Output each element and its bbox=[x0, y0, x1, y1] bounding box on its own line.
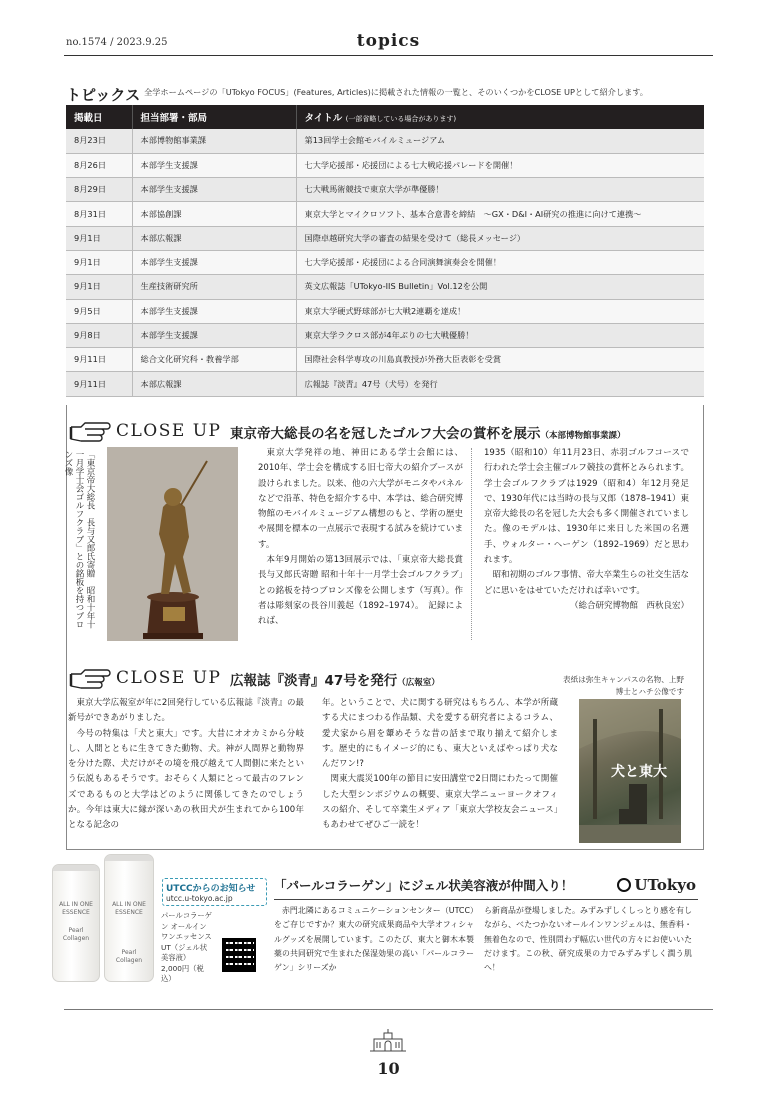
closeup2-col2: 年。ということで、犬に関する研究はもちろん、本学が所蔵する犬にまつわる作品類、犬を愛する研究者によるコラム、愛犬家から眉を顰めそうな昔の話まで取り揃えて紹介します。歴史的にもイメージ的にも、東大といえばやっぱり犬なんだワン!? 関東大震災100年の節目に安田講堂で2日間にわたって開催した大型シンポジウムの概要、東京大学ニューヨークオフィスの紹介、そして卒業生メディア「東京大学校友会ニュース」もあわせてぜひご一読を！ bbox=[322, 698, 558, 831]
cell-dept: 本部学生支援課 bbox=[132, 250, 296, 274]
table-row[interactable] bbox=[66, 129, 704, 153]
table-row[interactable] bbox=[66, 348, 704, 372]
table-header-row bbox=[66, 105, 704, 129]
cell-title: 第13回学士会館モバイルミュージアム bbox=[296, 129, 704, 153]
ad-col1: 赤門北隣にあるコミュニケーションセンター（UTCC）をご存じですか？東大の研究成果商品や大学オフィシャルグッズを展開しています。このたび、東大と御木本製薬の共同研究で生まれた保湿効果の高い「パールコラーゲン」シリーズか bbox=[274, 906, 474, 973]
utcc-notice-badge[interactable]: UTCCからのお知らせ utcc.u-tokyo.ac.jp bbox=[162, 878, 267, 906]
ad-col2: ら新商品が登場しました。みずみずしくしっとり感を有しながら、べたつかないオールインワンジェルは、無香料・無着色なので、性別問わず幅広い世代の方々にお使いいただけます。この秋、研究成果の力でみずみずしく潤う肌へ！ bbox=[484, 906, 692, 973]
cell-dept: 本部学生支援課 bbox=[132, 178, 296, 202]
closeup1-col2: 1935（昭和10）年11月23日、赤羽ゴルフコースで行われた学士会主催ゴルフ競技の賞杯とみられます。学士会ゴルフクラブは1929（昭和4）年12月発足で、1930年代には当時の長与又郎（1878–1941）東京帝大総長の名を冠した大会も多く開催されていました。像のモデルは、1930年に来日した米国の名選手、ウォルター・ヘーゲン（1892–1969）だと思われます。 昭和初期のゴルフ事情、帝大卒業生らの社交生活などに思いをはせていただければ幸いです。 （総合研究博物館 西秋良宏） bbox=[484, 446, 689, 614]
cell-title: 七大戦馬術競技で東京大学が準優勝！ bbox=[296, 178, 704, 202]
table-row[interactable] bbox=[66, 178, 704, 202]
topics-description: 全学ホームページの「UTokyo FOCUS」(Features, Articles)に掲載された情報の一覧と、そのいくつかをCLOSE UPとして紹介します。 bbox=[144, 87, 648, 97]
cell-dept: 本部協創課 bbox=[132, 202, 296, 226]
cell-dept: 生産技術研究所 bbox=[132, 275, 296, 299]
product-description: パールコラーゲン オールインワンエッセンスUT（ジェル状美容液） 2,000円（税込） bbox=[161, 911, 212, 983]
cell-date: 9月1日 bbox=[66, 226, 132, 250]
cell-dept: 本部博物館事業課 bbox=[132, 129, 296, 153]
closeup-dept-2: （広報室） bbox=[397, 678, 440, 688]
table-row[interactable] bbox=[66, 250, 704, 274]
magazine-caption: 表紙は弥生キャンパスの名物、上野博士とハチ公像です bbox=[563, 675, 684, 696]
cell-date: 9月8日 bbox=[66, 323, 132, 347]
cell-date: 8月31日 bbox=[66, 202, 132, 226]
closeup1-col1: 東京大学発祥の地、神田にある学士会館には、2010年、学士会を構成する旧七帝大の紹介ブースが設けられました。以来、他の六大学がモニタやパネルなどで沿革、特色を紹介する中、本学は、総合研究博物館のモバイルミュージアム構想のもと、学術の歴史や展開を標本の一点展示で表現する試みを続けています。 本年9月開始の第13回展示では、「東京帝大総長賞 長与又郎氏寄贈 昭和十年十一月学士会ゴルフクラブ」との銘板を持つブロンズ像を公開します（写真）。作者は彫刻家の長谷川義起（1892–1974）。 記録によれば、 bbox=[258, 448, 463, 627]
utcc-advertisement bbox=[59, 854, 704, 986]
product-tube-1: ALL IN ONE ESSENCE Pearl Collagen bbox=[52, 864, 100, 982]
table-row[interactable] bbox=[66, 275, 704, 299]
yasuda-auditorium-icon bbox=[368, 1027, 408, 1053]
column-header-dept: 担当部署・部局 bbox=[132, 105, 296, 129]
cell-date: 8月23日 bbox=[66, 129, 132, 153]
trophy-caption: 「東京帝大総長 長与又郎氏寄贈 昭和十年十一月学士会ゴルフクラブ」との銘板を持つブロンズ像 bbox=[63, 450, 95, 629]
issue-number: no.1574 / 2023.9.25 bbox=[66, 37, 168, 48]
closeup-dept-1: （本部博物館事業課） bbox=[540, 431, 626, 441]
cell-title: 国際社会科学専攻の川島真教授が外務大臣表彰を受賞 bbox=[296, 348, 704, 372]
column-header-date: 掲載日 bbox=[66, 105, 132, 129]
title-note: (一部省略している場合があります) bbox=[345, 115, 457, 123]
closeup-title-1: 東京帝大総長の名を冠したゴルフ大会の賞杯を展示（本部博物館事業課） bbox=[230, 426, 626, 442]
pointing-hand-icon bbox=[69, 420, 111, 442]
cell-date: 8月29日 bbox=[66, 178, 132, 202]
cell-title: 東京大学ラクロス部が4年ぶりの七大戦優勝！ bbox=[296, 323, 704, 347]
cell-date: 9月5日 bbox=[66, 299, 132, 323]
header-rule bbox=[64, 55, 713, 56]
cell-title: 東京大学硬式野球部が七大戦2連覇を達成！ bbox=[296, 299, 704, 323]
cell-dept: 総合文化研究科・教養学部 bbox=[132, 348, 296, 372]
cell-dept: 本部広報課 bbox=[132, 226, 296, 250]
cell-dept: 本部広報課 bbox=[132, 372, 296, 396]
column-header-title: タイトル (一部省略している場合があります) bbox=[296, 105, 704, 129]
page-number: 10 bbox=[377, 1059, 400, 1078]
closeup-label-1: CLOSE UP bbox=[116, 421, 222, 441]
utcc-url: utcc.u-tokyo.ac.jp bbox=[166, 894, 233, 903]
table-row[interactable] bbox=[66, 299, 704, 323]
closeup2-col1: 東京大学広報室が年に2回発行している広報誌『淡青』の最新号ができあがりました。 今号の特集は「犬と東大」です。大昔にオオカミから分岐し、人間とともに生きてきた動物、犬。神が人間界と動物界を分けた際、犬だけがその境を飛び越えて人間側に来たという伝説もあるそうです。おそらく人類にとって最古のフレンズであるものと大学はどのように関係してきたのでしょうか。今年は東大に縁が深いあの秋田犬が生まれてから100年となる記念の bbox=[68, 698, 304, 831]
cell-date: 9月11日 bbox=[66, 348, 132, 372]
utokyo-logo: UTokyo bbox=[617, 876, 696, 894]
ad-title: 「パールコラーゲン」にジェル状美容液が仲間入り！ bbox=[274, 878, 574, 893]
magazine-title: 犬と東大 bbox=[611, 764, 667, 780]
cell-title: 東京大学とマイクロソフト、基本合意書を締結 ～GX・D&I・AI研究の推進に向けて連携～ bbox=[296, 202, 704, 226]
table-row[interactable] bbox=[66, 323, 704, 347]
footer-rule bbox=[64, 1009, 713, 1010]
closeup-label-2: CLOSE UP bbox=[116, 668, 222, 688]
ad-rule bbox=[274, 899, 698, 900]
table-row[interactable] bbox=[66, 153, 704, 177]
cell-dept: 本部学生支援課 bbox=[132, 299, 296, 323]
qr-code[interactable] bbox=[222, 938, 256, 972]
topics-table bbox=[66, 105, 704, 397]
cell-title: 英文広報誌「UTokyo-IIS Bulletin」Vol.12を公開 bbox=[296, 275, 704, 299]
cell-title: 七大学応援部・応援団による合同演舞演奏会を開催！ bbox=[296, 250, 704, 274]
table-row[interactable] bbox=[66, 372, 704, 396]
pointing-hand-icon bbox=[69, 667, 111, 689]
table-row[interactable] bbox=[66, 202, 704, 226]
cell-title: 国際卓越研究大学の審査の結果を受けて（総長メッセージ） bbox=[296, 226, 704, 250]
cell-date: 9月1日 bbox=[66, 250, 132, 274]
closeup1-author: （総合研究博物館 西秋良宏） bbox=[569, 600, 689, 611]
product-price: 2,000円（税込） bbox=[161, 963, 204, 983]
cell-title: 広報誌『淡青』47号（犬号）を発行 bbox=[296, 372, 704, 396]
trophy-photo bbox=[107, 447, 238, 641]
product-tube-2: ALL IN ONE ESSENCE Pearl Collagen bbox=[104, 854, 154, 982]
magazine-cover bbox=[579, 699, 681, 843]
cell-date: 8月26日 bbox=[66, 153, 132, 177]
topics-heading: トピックス bbox=[66, 86, 141, 104]
closeup-title-2: 広報誌『淡青』47号を発行（広報室） bbox=[230, 673, 440, 689]
cell-title: 七大学応援部・応援団による七大戦応援パレードを開催！ bbox=[296, 153, 704, 177]
column-divider bbox=[471, 448, 472, 640]
table-row[interactable] bbox=[66, 226, 704, 250]
cell-date: 9月11日 bbox=[66, 372, 132, 396]
cell-dept: 本部学生支援課 bbox=[132, 323, 296, 347]
cell-date: 9月1日 bbox=[66, 275, 132, 299]
cell-dept: 本部学生支援課 bbox=[132, 153, 296, 177]
section-title: topics bbox=[356, 31, 421, 51]
